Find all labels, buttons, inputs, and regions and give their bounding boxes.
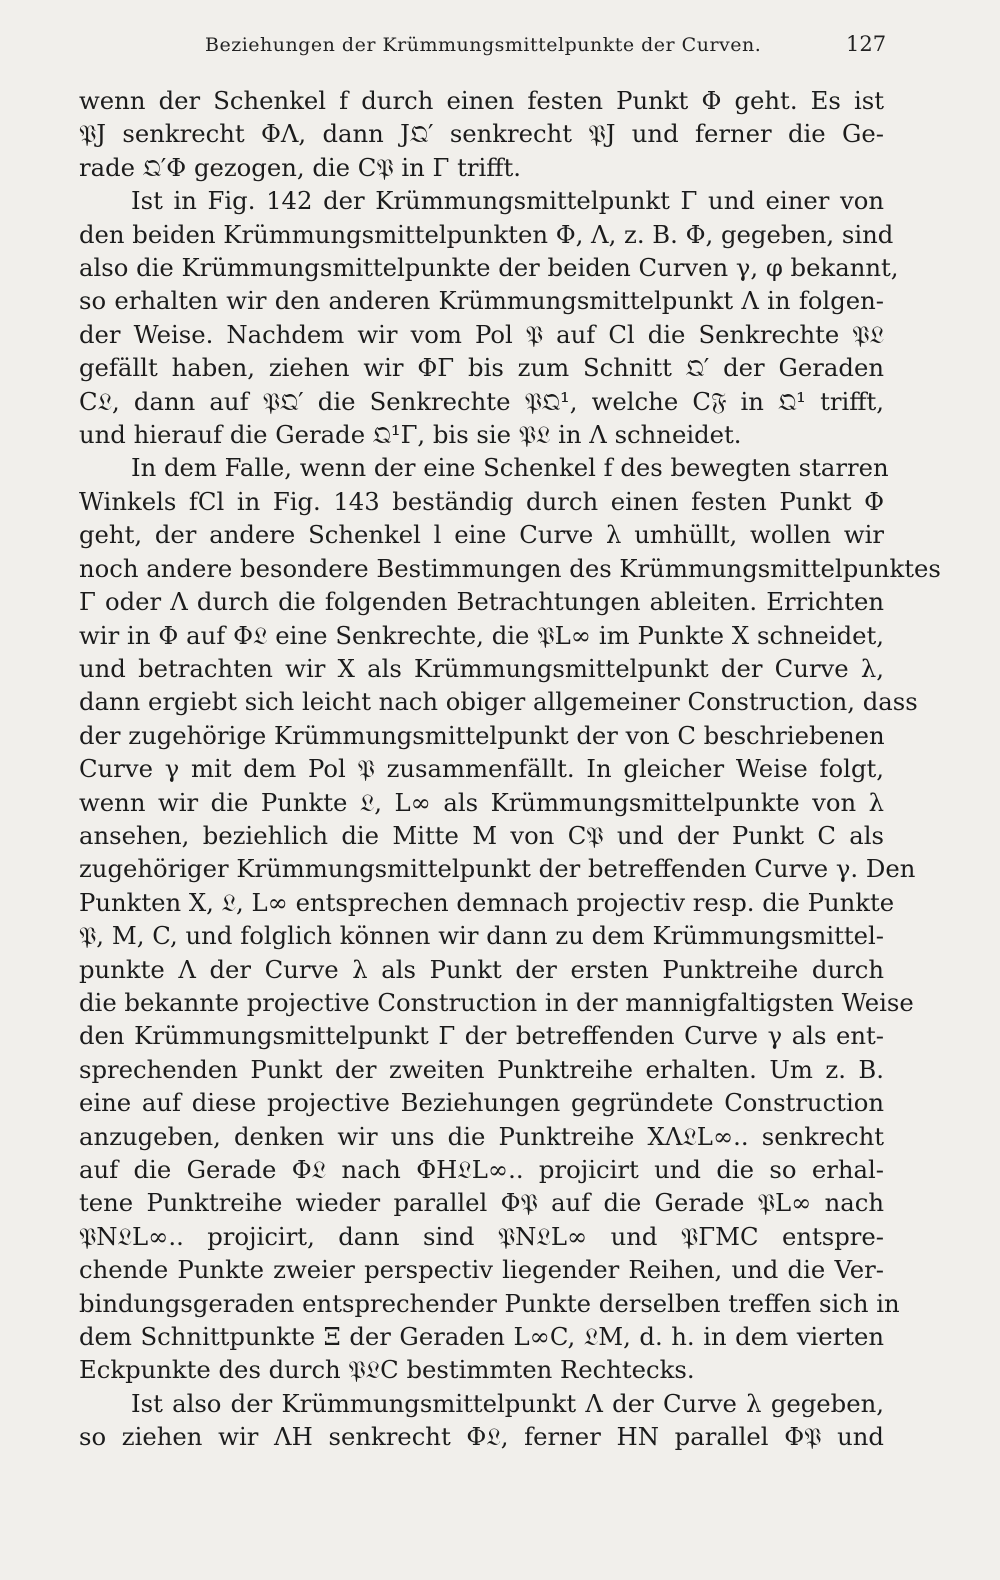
text-line: wenn wir die Punkte 𝔏, L∞ als Krümmungsmittelpunkte von λ [79, 787, 884, 817]
text-line: noch andere besondere Bestimmungen des Krümmungsmittelpunktes [79, 553, 941, 583]
text-line: 𝔓, M, C, und folglich können wir dann zu dem Krümmungsmittel- [79, 921, 884, 951]
text-line: Ist in Fig. 142 der Krümmungsmittelpunkt Γ und einer von [131, 186, 884, 216]
text-line: so erhalten wir den anderen Krümmungsmittelpunkt Λ in folgen- [79, 286, 884, 316]
running-header: Beziehungen der Krümmungsmittelpunkte der Curven. [205, 34, 762, 56]
text-line: Ist also der Krümmungsmittelpunkt Λ der Curve λ gegeben, [131, 1388, 884, 1418]
text-line: C𝔏, dann auf 𝔓𝔔′ die Senkrechte 𝔓𝔔¹, welche C𝔉 in 𝔔¹ trifft, [79, 386, 884, 416]
text-line: punkte Λ der Curve λ als Punkt der ersten Punktreihe durch [79, 954, 884, 984]
text-line: wir in Φ auf Φ𝔏 eine Senkrechte, die 𝔓L∞ im Punkte X schneidet, [79, 620, 884, 650]
text-line: 𝔓N𝔏L∞.. projicirt, dann sind 𝔓N𝔏L∞ und 𝔓ΓMC entspre- [79, 1221, 884, 1251]
text-line: geht, der andere Schenkel l eine Curve λ umhüllt, wollen wir [79, 520, 884, 550]
text-line: Winkels fCl in Fig. 143 beständig durch einen festen Punkt Φ [79, 486, 884, 516]
paragraph [79, 184, 899, 451]
text-line: rade 𝔔′Φ gezogen, die C𝔓 in Γ trifft. [79, 152, 521, 182]
text-line: zugehöriger Krümmungsmittelpunkt der betreffenden Curve γ. Den [79, 854, 916, 884]
text-line: 𝔓J senkrecht ΦΛ, dann J𝔔′ senkrecht 𝔓J und ferner die Ge- [79, 119, 884, 149]
text-line: In dem Falle, wenn der eine Schenkel f des bewegten starren [131, 453, 889, 483]
text-line: Curve γ mit dem Pol 𝔓 zusammenfällt. In gleicher Weise folgt, [79, 754, 884, 784]
paragraph [79, 1387, 884, 1454]
text-line: gefällt haben, ziehen wir ΦΓ bis zum Schnitt 𝔔′ der Geraden [79, 353, 884, 383]
text-line: der zugehörige Krümmungsmittelpunkt der von C beschriebenen [79, 720, 885, 750]
text-line: so ziehen wir ΛH senkrecht Φ𝔏, ferner HN parallel Φ𝔓 und [79, 1422, 884, 1452]
text-line: chende Punkte zweier perspectiv liegender Reihen, und die Ver- [79, 1255, 884, 1285]
text-line: den beiden Krümmungsmittelpunkten Φ, Λ, z. B. Φ, gegeben, sind [79, 219, 894, 249]
paragraph [79, 84, 884, 184]
text-line: der Weise. Nachdem wir vom Pol 𝔓 auf Cl die Senkrechte 𝔓𝔏 [79, 319, 884, 349]
text-line: den Krümmungsmittelpunkt Γ der betreffenden Curve γ als ent- [79, 1021, 884, 1051]
text-line: dem Schnittpunkte Ξ der Geraden L∞C, 𝔏M, d. h. in dem vierten [79, 1322, 884, 1352]
text-line: ansehen, beziehlich die Mitte M von C𝔓 und der Punkt C als [79, 820, 884, 850]
text-line: und hierauf die Gerade 𝔔¹Γ, bis sie 𝔓𝔏 in Λ schneidet. [79, 420, 742, 450]
text-line: auf die Gerade Φ𝔏 nach ΦH𝔏L∞.. projicirt und die so erhal- [79, 1155, 884, 1184]
text-line: und betrachten wir X als Krümmungsmittelpunkt der Curve λ, [79, 653, 884, 683]
text-line: Eckpunkte des durch 𝔓𝔏C bestimmten Rechtecks. [79, 1355, 695, 1385]
text-line: bindungsgeraden entsprechender Punkte derselben treffen sich in [79, 1288, 900, 1318]
text-line: eine auf diese projective Beziehungen gegründete Construction [79, 1088, 884, 1118]
page-number: 127 [846, 32, 887, 56]
text-line: sprechenden Punkt der zweiten Punktreihe erhalten. Um z. B. [79, 1054, 884, 1084]
text-line: Punkten X, 𝔏, L∞ entsprechen demnach projectiv resp. die Punkte [79, 887, 895, 917]
text-line: die bekannte projective Construction in der mannigfaltigsten Weise [79, 987, 914, 1017]
text-line: also die Krümmungsmittelpunkte der beiden Curven γ, φ bekannt, [79, 253, 899, 283]
text-line: wenn der Schenkel f durch einen festen Punkt Φ geht. Es ist [79, 86, 884, 115]
text-line: anzugeben, denken wir uns die Punktreihe XΛ𝔏L∞.. senkrecht [79, 1121, 884, 1151]
paragraph [79, 451, 941, 1386]
body-text [79, 84, 941, 1454]
text-line: tene Punktreihe wieder parallel Φ𝔓 auf die Gerade 𝔓L∞ nach [79, 1188, 884, 1218]
text-line: dann ergiebt sich leicht nach obiger allgemeiner Construction, dass [79, 687, 918, 717]
text-line: Γ oder Λ durch die folgenden Betrachtungen ableiten. Errichten [79, 587, 884, 617]
